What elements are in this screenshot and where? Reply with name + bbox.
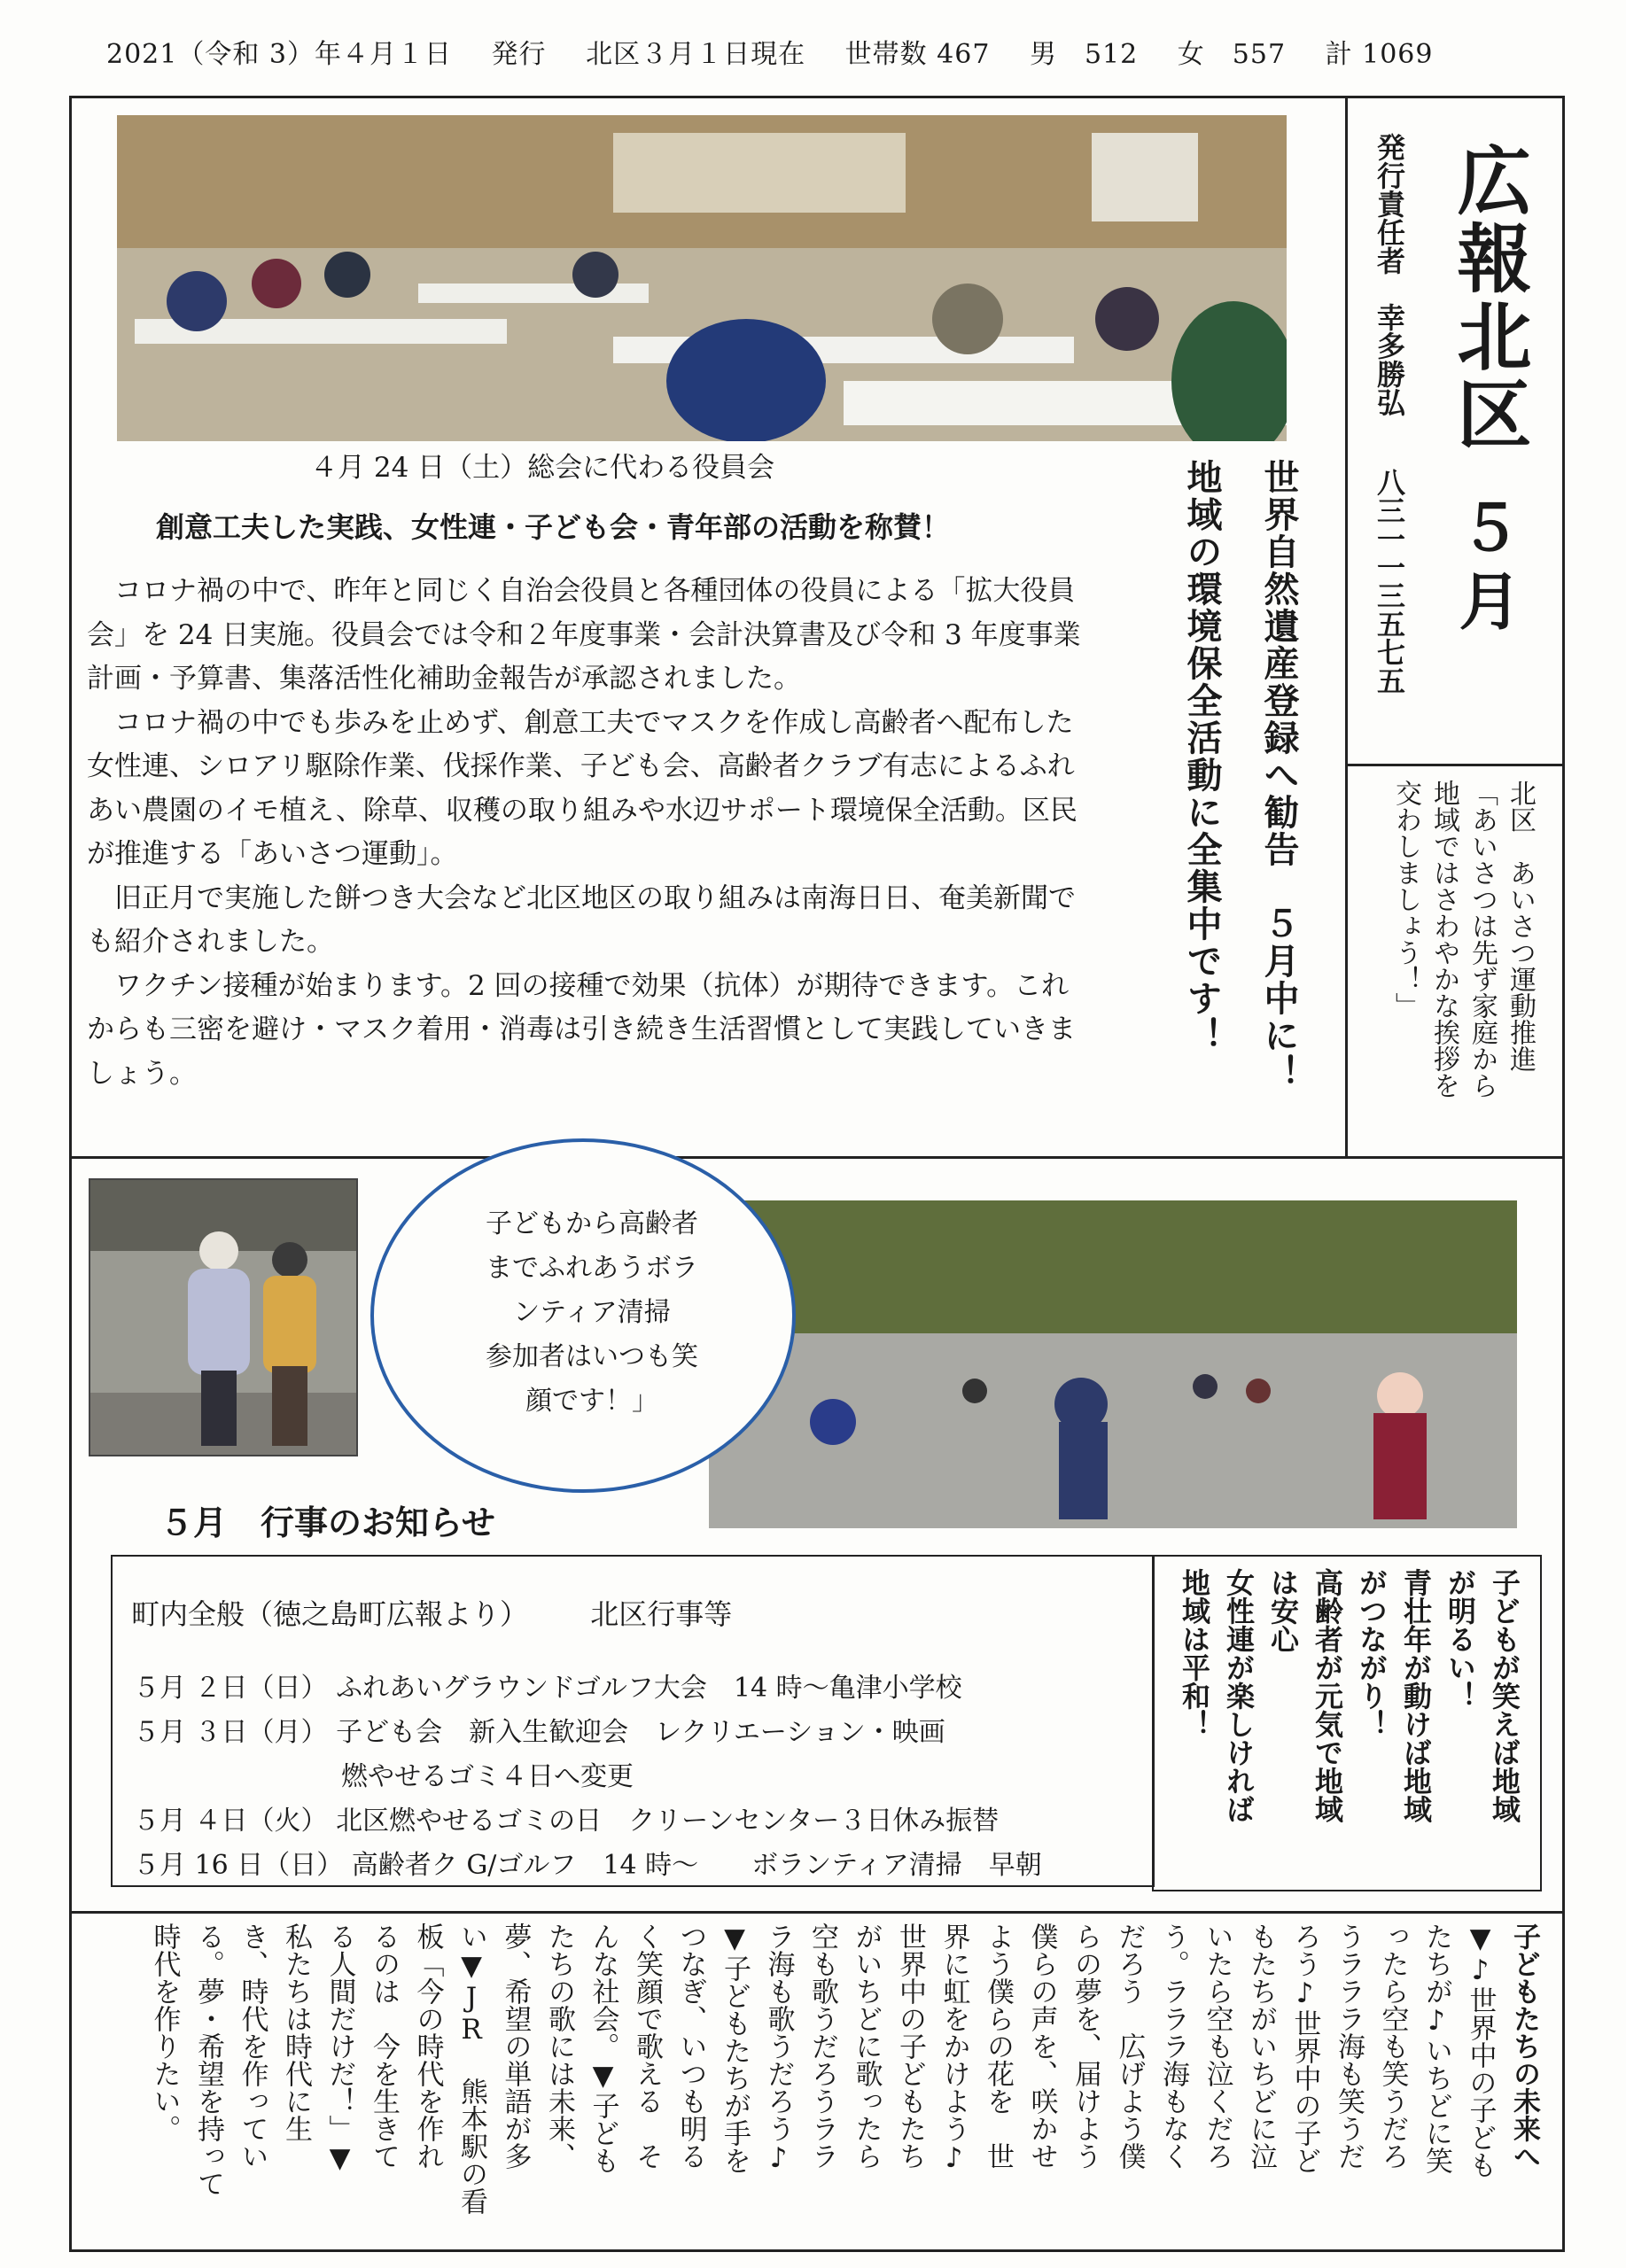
column-line: いたら空も泣くだろ	[1201, 1922, 1233, 2170]
column-line: るのは 今を生きて	[368, 1922, 400, 2170]
female-count: 女 557	[1177, 39, 1287, 70]
greeting-divider	[1345, 764, 1565, 766]
volunteer-photo	[709, 1200, 1517, 1528]
slogan-line: 女性連が楽しければ	[1222, 1568, 1256, 1823]
column-line: 空も歌うだろうララ	[806, 1922, 838, 2170]
issue-header	[106, 32, 1463, 71]
bubble-line-2: までふれあうボラ	[486, 1253, 698, 1284]
event-date: ５月 ３日（月）	[133, 1717, 328, 1748]
column-line: 私たちは時代に生	[280, 1922, 312, 2142]
greeting-line-4: 交わしましょう！」	[1390, 780, 1421, 1019]
event-row	[133, 1666, 962, 1705]
as-of-date: 北区３月１日現在	[586, 39, 806, 70]
column-line: き、時代を作ってい	[236, 1922, 268, 2170]
masthead-month: ５月	[1449, 496, 1521, 641]
article-paragraph-2: コロナ禍の中でも歩みを止めず、創意工夫でマスクを作成し高齢者へ配布した女性連、シロアリ駆除作業、伐採作業、子ども会、高齢者クラブ有志によるふれあい農園のイモ植え、除草、収穫の取り組みや水辺サポート環境保全活動。区民が推進する「あいさつ運動」。	[87, 706, 1078, 870]
events-header	[131, 1592, 732, 1633]
event-row	[133, 1710, 945, 1749]
publisher-name: 発行責任者 幸多勝弘	[1373, 133, 1406, 416]
column-line: ろう♪世界中の子ど	[1288, 1922, 1321, 2174]
article-paragraph-4: ワクチン接種が始まります。2 回の接種で効果（抗体）が期待できます。これからも三密を避け・マスク着用・消毒は引き続き生活習慣として実践していきましょう。	[87, 969, 1076, 1090]
male-count: 男 512	[1029, 39, 1139, 70]
column-line: 時代を作りたい。	[148, 1922, 181, 2142]
column-line: つなぎ、いつも明る	[674, 1922, 707, 2170]
column-line: 世界中の子どもたち	[894, 1922, 926, 2170]
column-line: る。夢・希望を持って	[192, 1922, 224, 2197]
greeting-line-1: 北区 あいさつ運動推進	[1505, 780, 1536, 1072]
article-paragraph-3: 旧正月で実施した餅つき大会など北区地区の取り組みは南海日日、奄美新聞でも紹介されました。	[87, 882, 1076, 958]
column-line: 界に虹をかけよう♪	[937, 1922, 970, 2174]
meeting-photo	[117, 115, 1287, 441]
event-text: 子ども会 新入生歓迎会 レクリエーション・映画	[336, 1717, 945, 1748]
column-line: ったら空も笑うだろ	[1376, 1922, 1409, 2170]
bubble-line-3: ンティア清掃	[513, 1297, 671, 1328]
column-line: ▼子どもたちが手を	[719, 1922, 751, 2174]
event-text: 北区燃やせるゴミの日 クリーンセンター３日休み振替	[336, 1806, 1000, 1837]
bubble-line-5: 顔です！」	[525, 1386, 658, 1417]
article-body	[87, 570, 1088, 1096]
article-heading: 創意工夫した実践、女性連・子ども会・青年部の活動を称賛！	[156, 510, 951, 544]
column-line: く笑顔で歌える そ	[631, 1922, 663, 2170]
greeting-line-3: 地域ではさわやかな挨拶を	[1428, 780, 1459, 1099]
event-date: ５月 16 日（日）	[133, 1850, 344, 1881]
headline-line-2: 地域の環境保全活動に全集中です！	[1181, 459, 1222, 1054]
slogan	[1152, 1568, 1533, 1878]
event-text: 高齢者ク G/ゴルフ 14 時～ ボランティア清掃 早朝	[351, 1850, 1042, 1881]
meeting-photo-caption: ４月 24 日（土）総会に代わる役員会	[310, 452, 775, 484]
slogan-line: 高齢者が元気で地域	[1311, 1568, 1344, 1823]
column-line: うラララ海も笑うだ	[1333, 1922, 1365, 2170]
total-count: 計 1069	[1325, 39, 1434, 70]
column-line: たちの歌には未来、	[543, 1922, 575, 2170]
event-row	[133, 1798, 999, 1837]
column-line: よう僕らの花を 世	[982, 1922, 1014, 2170]
column-line: がいちどに歌ったら	[850, 1922, 883, 2170]
column-title: 子どもたちの未来へ	[1508, 1922, 1540, 2170]
column-line: んな社会。▼子ども	[587, 1922, 619, 2174]
event-text: ふれあいグラウンドゴルフ大会 14 時～亀津小学校	[336, 1673, 962, 1704]
slogan-line: が明るい！	[1443, 1568, 1477, 1710]
publisher-phone: 八三一一三五七五	[1373, 468, 1406, 695]
volunteer-bubble-text	[450, 1202, 734, 1424]
slogan-line: 青壮年が動けば地域	[1399, 1568, 1433, 1823]
column-line: 僕らの声を、咲かせ	[1025, 1922, 1058, 2170]
column-line: もたちがいちどに泣	[1245, 1922, 1277, 2170]
household-count: 世帯数 467	[844, 39, 991, 70]
slogan-line: は安心	[1266, 1568, 1300, 1653]
headline-line-1: 世界自然遺産登録へ勧告 ５月中に！	[1258, 459, 1299, 1091]
elders-photo	[89, 1178, 358, 1456]
article-paragraph-1: コロナ禍の中で、昨年と同じく自治会役員と各種団体の役員による「拡大役員会」を 24 日実施。役員会では令和２年度事業・会計決算書及び令和 3 年度事業計画・予算書、集落活性化補助金報告が承認されました。	[87, 575, 1081, 695]
event-row	[341, 1754, 634, 1793]
events-section-title: ５月 行事のお知らせ	[159, 1503, 495, 1542]
event-text: 燃やせるゴミ４日へ変更	[341, 1761, 634, 1792]
column-line: 板「今の時代を作れ	[411, 1922, 444, 2170]
bubble-line-1: 子どもから高齢者	[486, 1208, 698, 1239]
event-row	[133, 1843, 1042, 1882]
issue-label: 発行	[491, 39, 547, 70]
column-line: う。ラララ海もなく	[1157, 1922, 1189, 2170]
column-line: ▼♪世界中の子ども	[1464, 1922, 1497, 2179]
column-line: らの夢を、届けよう	[1070, 1922, 1101, 2170]
column	[80, 1922, 1551, 2241]
column-line: だろう 広げよう僕	[1113, 1922, 1146, 2170]
greeting-line-2: 「あいさつは先ず家庭から	[1467, 780, 1498, 1099]
event-date: ５月 ４日（火）	[133, 1806, 328, 1837]
column-line: る人間だけだ！」▼	[323, 1922, 356, 2174]
column-line: たちが♪いちどに笑	[1420, 1922, 1452, 2174]
masthead-divider	[1345, 96, 1348, 1159]
masthead-title: 広報北区	[1445, 142, 1532, 454]
column-line: ラ海も歌うだろう♪	[762, 1922, 795, 2174]
events-header-town: 町内全般（徳之島町広報より）	[131, 1597, 529, 1631]
event-date: ５月 ２日（日）	[133, 1673, 328, 1704]
column-line: 夢、希望の単語が多	[499, 1922, 532, 2170]
slogan-line: 地域は平和！	[1178, 1568, 1211, 1738]
events-header-district: 北区行事等	[590, 1597, 733, 1631]
bubble-line-4: 参加者はいつも笑	[486, 1341, 698, 1372]
column-line: い▼JR 熊本駅の看	[455, 1922, 487, 2215]
issue-date: 2021（令和 3）年４月１日	[106, 39, 452, 70]
slogan-line: がつながり！	[1355, 1568, 1389, 1738]
slogan-line: 子どもが笑えば地域	[1488, 1568, 1521, 1823]
